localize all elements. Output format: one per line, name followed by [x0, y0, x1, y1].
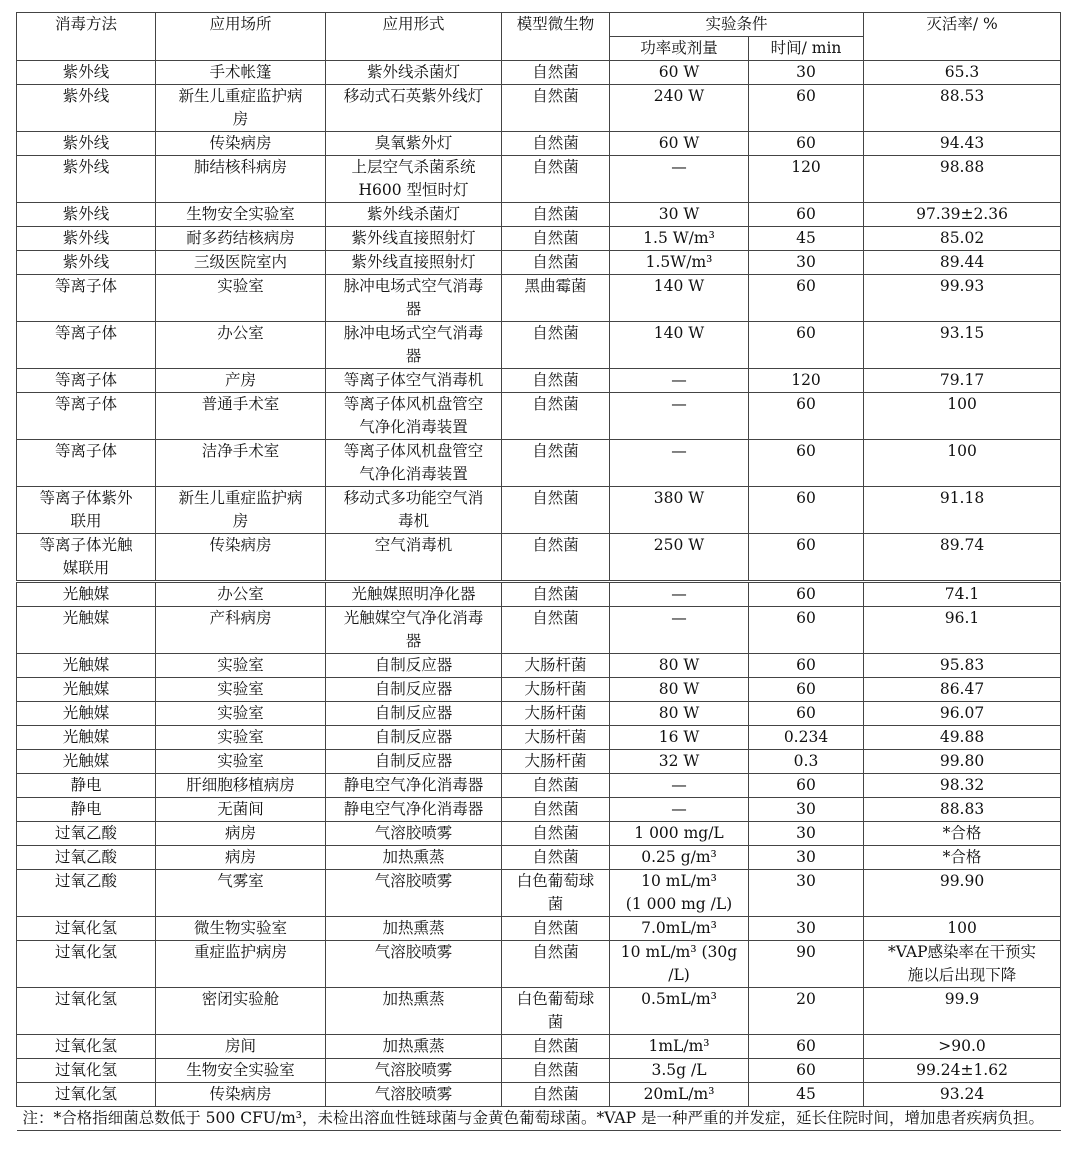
cell-method: 光触媒 [17, 582, 156, 607]
cell-microbe: 自然菌 [502, 1059, 610, 1083]
cell-rate: 93.24 [864, 1083, 1061, 1107]
cell-form: 脉冲电场式空气消毒 器 [326, 275, 502, 322]
cell-form: 加热熏蒸 [326, 846, 502, 870]
table-row [17, 654, 1061, 678]
cell-rate: 85.02 [864, 227, 1061, 251]
cell-microbe: 自然菌 [502, 132, 610, 156]
cell-site: 实验室 [156, 654, 326, 678]
cell-time: 0.3 [749, 750, 864, 774]
cell-time: 30 [749, 61, 864, 85]
cell-method: 等离子体光触 媒联用 [17, 534, 156, 582]
cell-power: 80 W [610, 678, 749, 702]
cell-power: — [610, 798, 749, 822]
table-row [17, 85, 1061, 132]
cell-site: 实验室 [156, 726, 326, 750]
cell-time: 60 [749, 440, 864, 487]
cell-microbe: 自然菌 [502, 440, 610, 487]
cell-site: 肝细胞移植病房 [156, 774, 326, 798]
cell-microbe: 自然菌 [502, 822, 610, 846]
cell-power: 250 W [610, 534, 749, 582]
cell-microbe: 白色葡萄球 菌 [502, 988, 610, 1035]
cell-rate: 49.88 [864, 726, 1061, 750]
cell-time: 45 [749, 1083, 864, 1107]
cell-site: 肺结核科病房 [156, 156, 326, 203]
cell-site: 病房 [156, 846, 326, 870]
table-row [17, 275, 1061, 322]
cell-form: 等离子体风机盘管空 气净化消毒装置 [326, 393, 502, 440]
cell-time: 120 [749, 369, 864, 393]
cell-site: 密闭实验舱 [156, 988, 326, 1035]
cell-rate: >90.0 [864, 1035, 1061, 1059]
cell-rate: 74.1 [864, 582, 1061, 607]
cell-microbe: 自然菌 [502, 156, 610, 203]
header-form: 应用形式 [326, 13, 502, 61]
cell-form: 光触媒空气净化消毒 器 [326, 607, 502, 654]
cell-microbe: 自然菌 [502, 1035, 610, 1059]
table-row [17, 369, 1061, 393]
cell-form: 紫外线直接照射灯 [326, 227, 502, 251]
cell-method: 紫外线 [17, 227, 156, 251]
cell-site: 办公室 [156, 322, 326, 369]
cell-method: 静电 [17, 774, 156, 798]
cell-microbe: 自然菌 [502, 798, 610, 822]
table-row [17, 203, 1061, 227]
cell-power: — [610, 774, 749, 798]
cell-method: 等离子体 [17, 393, 156, 440]
cell-method: 等离子体 [17, 322, 156, 369]
cell-form: 等离子体空气消毒机 [326, 369, 502, 393]
header-method: 消毒方法 [17, 13, 156, 61]
cell-microbe: 白色葡萄球 菌 [502, 870, 610, 917]
cell-power: 10 mL/m³ (1 000 mg /L) [610, 870, 749, 917]
cell-microbe: 自然菌 [502, 487, 610, 534]
cell-rate: *VAP感染率在干预实 施以后出现下降 [864, 941, 1061, 988]
cell-method: 光触媒 [17, 654, 156, 678]
cell-power: 0.5mL/m³ [610, 988, 749, 1035]
cell-rate: 98.88 [864, 156, 1061, 203]
table-row [17, 988, 1061, 1035]
cell-power: 30 W [610, 203, 749, 227]
cell-form: 气溶胶喷雾 [326, 1083, 502, 1107]
cell-rate: *合格 [864, 846, 1061, 870]
cell-site: 重症监护病房 [156, 941, 326, 988]
table-row [17, 440, 1061, 487]
cell-microbe: 自然菌 [502, 582, 610, 607]
cell-site: 耐多药结核病房 [156, 227, 326, 251]
cell-rate: 89.44 [864, 251, 1061, 275]
cell-power: — [610, 156, 749, 203]
cell-form: 自制反应器 [326, 678, 502, 702]
cell-site: 微生物实验室 [156, 917, 326, 941]
cell-rate: 99.24±1.62 [864, 1059, 1061, 1083]
cell-power: — [610, 582, 749, 607]
cell-microbe: 自然菌 [502, 85, 610, 132]
cell-site: 传染病房 [156, 132, 326, 156]
cell-rate: 89.74 [864, 534, 1061, 582]
cell-site: 生物安全实验室 [156, 1059, 326, 1083]
table-row [17, 1059, 1061, 1083]
cell-power: 1mL/m³ [610, 1035, 749, 1059]
cell-microbe: 大肠杆菌 [502, 750, 610, 774]
cell-time: 30 [749, 798, 864, 822]
cell-site: 无菌间 [156, 798, 326, 822]
cell-form: 气溶胶喷雾 [326, 822, 502, 846]
table-row [17, 726, 1061, 750]
cell-method: 过氧化氢 [17, 1035, 156, 1059]
cell-power: 60 W [610, 61, 749, 85]
cell-site: 新生儿重症监护病 房 [156, 85, 326, 132]
cell-rate: 100 [864, 393, 1061, 440]
cell-form: 静电空气净化消毒器 [326, 798, 502, 822]
table-row [17, 941, 1061, 988]
table-container [16, 12, 1060, 1131]
table-row [17, 678, 1061, 702]
cell-method: 紫外线 [17, 132, 156, 156]
cell-power: 16 W [610, 726, 749, 750]
cell-rate: 93.15 [864, 322, 1061, 369]
header-rate: 灭活率/ % [864, 13, 1061, 61]
cell-microbe: 自然菌 [502, 227, 610, 251]
cell-time: 60 [749, 534, 864, 582]
cell-time: 60 [749, 393, 864, 440]
cell-form: 自制反应器 [326, 726, 502, 750]
cell-site: 实验室 [156, 678, 326, 702]
cell-method: 光触媒 [17, 750, 156, 774]
cell-method: 等离子体 [17, 369, 156, 393]
cell-method: 光触媒 [17, 607, 156, 654]
cell-time: 60 [749, 702, 864, 726]
cell-power: 32 W [610, 750, 749, 774]
cell-form: 自制反应器 [326, 654, 502, 678]
table-row [17, 822, 1061, 846]
cell-time: 60 [749, 678, 864, 702]
cell-method: 过氧化氢 [17, 988, 156, 1035]
cell-method: 过氧乙酸 [17, 870, 156, 917]
cell-method: 过氧化氢 [17, 1059, 156, 1083]
cell-method: 过氧乙酸 [17, 822, 156, 846]
cell-power: 140 W [610, 275, 749, 322]
cell-site: 洁净手术室 [156, 440, 326, 487]
table-row [17, 393, 1061, 440]
cell-microbe: 自然菌 [502, 203, 610, 227]
cell-time: 0.234 [749, 726, 864, 750]
cell-rate: 86.47 [864, 678, 1061, 702]
cell-form: 紫外线直接照射灯 [326, 251, 502, 275]
cell-form: 臭氧紫外灯 [326, 132, 502, 156]
cell-form: 移动式多功能空气消 毒机 [326, 487, 502, 534]
cell-time: 30 [749, 822, 864, 846]
cell-power: 140 W [610, 322, 749, 369]
cell-time: 60 [749, 774, 864, 798]
cell-time: 30 [749, 917, 864, 941]
cell-rate: 91.18 [864, 487, 1061, 534]
cell-microbe: 自然菌 [502, 322, 610, 369]
cell-microbe: 大肠杆菌 [502, 702, 610, 726]
table-row [17, 917, 1061, 941]
cell-form: 加热熏蒸 [326, 1035, 502, 1059]
cell-site: 新生儿重症监护病 房 [156, 487, 326, 534]
note-row [17, 1107, 1061, 1131]
cell-time: 60 [749, 203, 864, 227]
cell-rate: 99.90 [864, 870, 1061, 917]
cell-site: 传染病房 [156, 1083, 326, 1107]
table-row [17, 870, 1061, 917]
cell-time: 60 [749, 582, 864, 607]
cell-time: 60 [749, 607, 864, 654]
table-row [17, 156, 1061, 203]
header-row [17, 13, 1061, 37]
cell-method: 过氧乙酸 [17, 846, 156, 870]
cell-rate: 96.07 [864, 702, 1061, 726]
cell-rate: 88.83 [864, 798, 1061, 822]
cell-power: 1.5W/m³ [610, 251, 749, 275]
cell-rate: 97.39±2.36 [864, 203, 1061, 227]
cell-rate: 88.53 [864, 85, 1061, 132]
cell-time: 60 [749, 654, 864, 678]
cell-microbe: 自然菌 [502, 607, 610, 654]
table-row [17, 1083, 1061, 1107]
cell-site: 房间 [156, 1035, 326, 1059]
table-row [17, 227, 1061, 251]
cell-site: 病房 [156, 822, 326, 846]
cell-form: 自制反应器 [326, 750, 502, 774]
header-site: 应用场所 [156, 13, 326, 61]
cell-site: 手术帐篷 [156, 61, 326, 85]
cell-rate: 95.83 [864, 654, 1061, 678]
table-row [17, 702, 1061, 726]
cell-microbe: 自然菌 [502, 369, 610, 393]
cell-rate: 65.3 [864, 61, 1061, 85]
cell-method: 过氧化氢 [17, 917, 156, 941]
table-row [17, 251, 1061, 275]
cell-time: 60 [749, 85, 864, 132]
table-note: 注：*合格指细菌总数低于 500 CFU/m³，未检出溶血性链球菌与金黄色葡萄球菌。*VAP 是一种严重的并发症，延长住院时间，增加患者疾病负担。 [17, 1107, 1061, 1131]
cell-form: 紫外线杀菌灯 [326, 203, 502, 227]
cell-method: 紫外线 [17, 61, 156, 85]
cell-time: 30 [749, 251, 864, 275]
cell-form: 紫外线杀菌灯 [326, 61, 502, 85]
cell-rate: 99.9 [864, 988, 1061, 1035]
cell-microbe: 自然菌 [502, 534, 610, 582]
cell-rate: 94.43 [864, 132, 1061, 156]
cell-microbe: 自然菌 [502, 941, 610, 988]
cell-time: 60 [749, 275, 864, 322]
cell-rate: 100 [864, 917, 1061, 941]
cell-form: 加热熏蒸 [326, 917, 502, 941]
table-row [17, 846, 1061, 870]
cell-form: 气溶胶喷雾 [326, 1059, 502, 1083]
table-row [17, 798, 1061, 822]
cell-method: 过氧化氢 [17, 1083, 156, 1107]
cell-method: 光触媒 [17, 726, 156, 750]
cell-rate: 96.1 [864, 607, 1061, 654]
cell-microbe: 大肠杆菌 [502, 654, 610, 678]
cell-time: 30 [749, 846, 864, 870]
header-time: 时间/ min [749, 37, 864, 61]
cell-method: 紫外线 [17, 203, 156, 227]
cell-microbe: 大肠杆菌 [502, 678, 610, 702]
cell-method: 过氧化氢 [17, 941, 156, 988]
cell-power: 1.5 W/m³ [610, 227, 749, 251]
cell-site: 普通手术室 [156, 393, 326, 440]
cell-form: 上层空气杀菌系统 H600 型恒时灯 [326, 156, 502, 203]
cell-power: — [610, 440, 749, 487]
cell-site: 产科病房 [156, 607, 326, 654]
cell-power: 0.25 g/m³ [610, 846, 749, 870]
cell-power: 7.0mL/m³ [610, 917, 749, 941]
cell-site: 传染病房 [156, 534, 326, 582]
cell-rate: 100 [864, 440, 1061, 487]
cell-method: 等离子体 [17, 275, 156, 322]
disinfection-table [16, 12, 1061, 1131]
cell-microbe: 自然菌 [502, 393, 610, 440]
cell-method: 静电 [17, 798, 156, 822]
table-row [17, 132, 1061, 156]
table-row [17, 750, 1061, 774]
cell-site: 实验室 [156, 702, 326, 726]
header-power: 功率或剂量 [610, 37, 749, 61]
cell-power: 240 W [610, 85, 749, 132]
cell-time: 30 [749, 870, 864, 917]
cell-microbe: 黑曲霉菌 [502, 275, 610, 322]
cell-time: 60 [749, 132, 864, 156]
table-row [17, 61, 1061, 85]
cell-microbe: 自然菌 [502, 1083, 610, 1107]
cell-site: 实验室 [156, 750, 326, 774]
cell-method: 紫外线 [17, 85, 156, 132]
cell-form: 脉冲电场式空气消毒 器 [326, 322, 502, 369]
cell-form: 自制反应器 [326, 702, 502, 726]
cell-site: 产房 [156, 369, 326, 393]
table-row [17, 534, 1061, 582]
cell-form: 气溶胶喷雾 [326, 941, 502, 988]
cell-rate: 99.80 [864, 750, 1061, 774]
cell-form: 加热熏蒸 [326, 988, 502, 1035]
cell-power: 1 000 mg/L [610, 822, 749, 846]
cell-time: 90 [749, 941, 864, 988]
cell-rate: *合格 [864, 822, 1061, 846]
cell-rate: 79.17 [864, 369, 1061, 393]
cell-time: 60 [749, 1059, 864, 1083]
cell-microbe: 自然菌 [502, 251, 610, 275]
cell-power: — [610, 393, 749, 440]
cell-site: 办公室 [156, 582, 326, 607]
cell-microbe: 自然菌 [502, 774, 610, 798]
table-row [17, 322, 1061, 369]
cell-form: 空气消毒机 [326, 534, 502, 582]
cell-microbe: 自然菌 [502, 846, 610, 870]
cell-power: — [610, 607, 749, 654]
cell-power: 380 W [610, 487, 749, 534]
cell-time: 120 [749, 156, 864, 203]
cell-form: 等离子体风机盘管空 气净化消毒装置 [326, 440, 502, 487]
cell-method: 等离子体紫外 联用 [17, 487, 156, 534]
table-row [17, 582, 1061, 607]
cell-rate: 98.32 [864, 774, 1061, 798]
cell-time: 60 [749, 1035, 864, 1059]
cell-method: 等离子体 [17, 440, 156, 487]
cell-form: 气溶胶喷雾 [326, 870, 502, 917]
table-row [17, 1035, 1061, 1059]
cell-power: 80 W [610, 654, 749, 678]
table-row [17, 774, 1061, 798]
table-row [17, 607, 1061, 654]
cell-power: 20mL/m³ [610, 1083, 749, 1107]
cell-time: 20 [749, 988, 864, 1035]
cell-microbe: 自然菌 [502, 61, 610, 85]
cell-site: 实验室 [156, 275, 326, 322]
cell-power: 60 W [610, 132, 749, 156]
cell-method: 紫外线 [17, 156, 156, 203]
cell-form: 移动式石英紫外线灯 [326, 85, 502, 132]
cell-method: 光触媒 [17, 702, 156, 726]
cell-rate: 99.93 [864, 275, 1061, 322]
cell-power: — [610, 369, 749, 393]
header-microbe: 模型微生物 [502, 13, 610, 61]
cell-power: 10 mL/m³ (30g /L) [610, 941, 749, 988]
cell-time: 60 [749, 322, 864, 369]
cell-time: 60 [749, 487, 864, 534]
cell-form: 静电空气净化消毒器 [326, 774, 502, 798]
cell-microbe: 大肠杆菌 [502, 726, 610, 750]
cell-site: 三级医院室内 [156, 251, 326, 275]
cell-power: 80 W [610, 702, 749, 726]
table-row [17, 487, 1061, 534]
table-body [17, 61, 1061, 1107]
cell-site: 生物安全实验室 [156, 203, 326, 227]
cell-time: 45 [749, 227, 864, 251]
cell-method: 光触媒 [17, 678, 156, 702]
cell-power: 3.5g /L [610, 1059, 749, 1083]
cell-site: 气雾室 [156, 870, 326, 917]
cell-form: 光触媒照明净化器 [326, 582, 502, 607]
header-conditions: 实验条件 [610, 13, 864, 37]
cell-method: 紫外线 [17, 251, 156, 275]
cell-microbe: 自然菌 [502, 917, 610, 941]
